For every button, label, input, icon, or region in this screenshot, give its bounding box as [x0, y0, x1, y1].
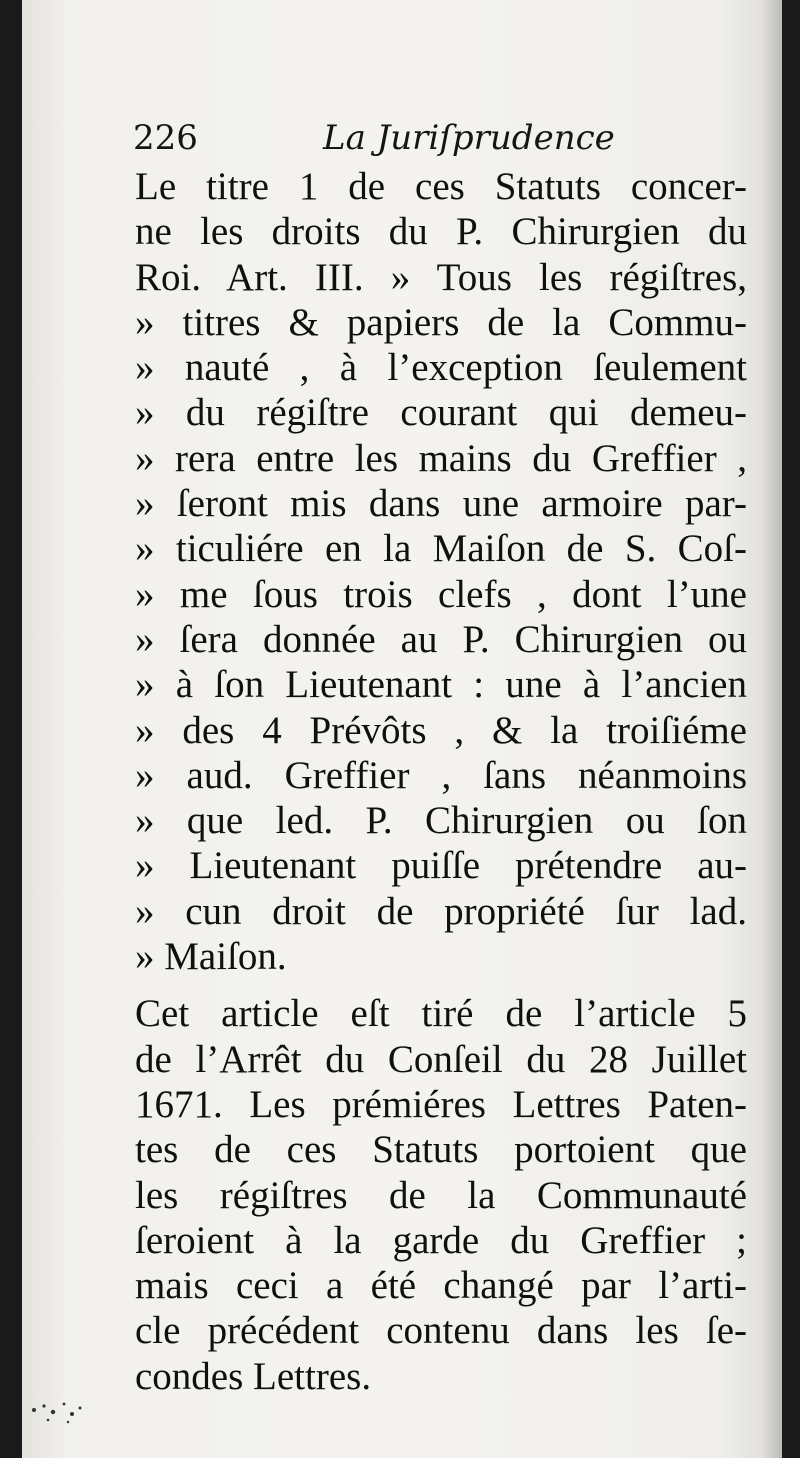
text-line: » à ſon Lieutenant : une à l’ancien [135, 663, 747, 707]
text-line: » que led. P. Chirurgien ou ſon [135, 799, 747, 843]
text-line: Roi. Art. III. » Tous les régiſtres, [135, 255, 747, 299]
text-line: » des 4 Prévôts , & la troiſiéme [135, 708, 747, 752]
page-edge-shadow [762, 0, 782, 1458]
text-line: » titres & papiers de la Commu- [135, 300, 747, 344]
text-line: de l’Arrêt du Conſeil du 28 Juillet [135, 1037, 747, 1081]
text-line: » du régiſtre courant qui demeu- [135, 391, 747, 435]
text-line: » ticuliére en la Maiſon de S. Coſ- [135, 527, 747, 571]
text-line: » ſeront mis dans une armoire par- [135, 482, 747, 526]
text-line: Le titre 1 de ces Statuts concer- [135, 165, 747, 208]
text-line: tes de ces Statuts portoient que [135, 1128, 747, 1172]
body-text [135, 164, 747, 1399]
text-line: cle précédent contenu dans les ſe- [135, 1309, 747, 1353]
text-line: ne les droits du P. Chirurgien du [135, 210, 747, 254]
text-line: 1671. Les prémiéres Lettres Paten- [135, 1082, 747, 1126]
page-number: 226 [133, 118, 198, 158]
text-line: ſeroient à la garde du Greffier ; [135, 1218, 747, 1262]
running-title: La Juriſprudence [323, 118, 615, 158]
text-line: » Lieutenant puiſſe prétendre au- [135, 844, 747, 888]
paragraph-gap [135, 979, 747, 991]
text-line: » ſera donnée au P. Chirurgien ou [135, 617, 747, 661]
text-line: » nauté , à l’exception ſeulement [135, 346, 747, 390]
text-line: les régiſtres de la Communauté [135, 1173, 747, 1217]
text-line: Cet article eſt tiré de l’article 5 [135, 992, 747, 1036]
ink-blot-ornament [20, 1390, 90, 1430]
page-header [133, 118, 733, 168]
text-line: condes Lettres. [135, 1354, 372, 1398]
text-line: » cun droit de propriété ſur lad. [135, 889, 747, 933]
text-line: » Maiſon. [135, 935, 287, 979]
text-line: » aud. Greffier , ſans néanmoins [135, 753, 747, 797]
text-line: » rera entre les mains du Greffier , [135, 436, 747, 480]
text-line: » me ſous trois clefs , dont l’une [135, 572, 747, 616]
text-line: mais ceci a été changé par l’arti- [135, 1264, 747, 1308]
